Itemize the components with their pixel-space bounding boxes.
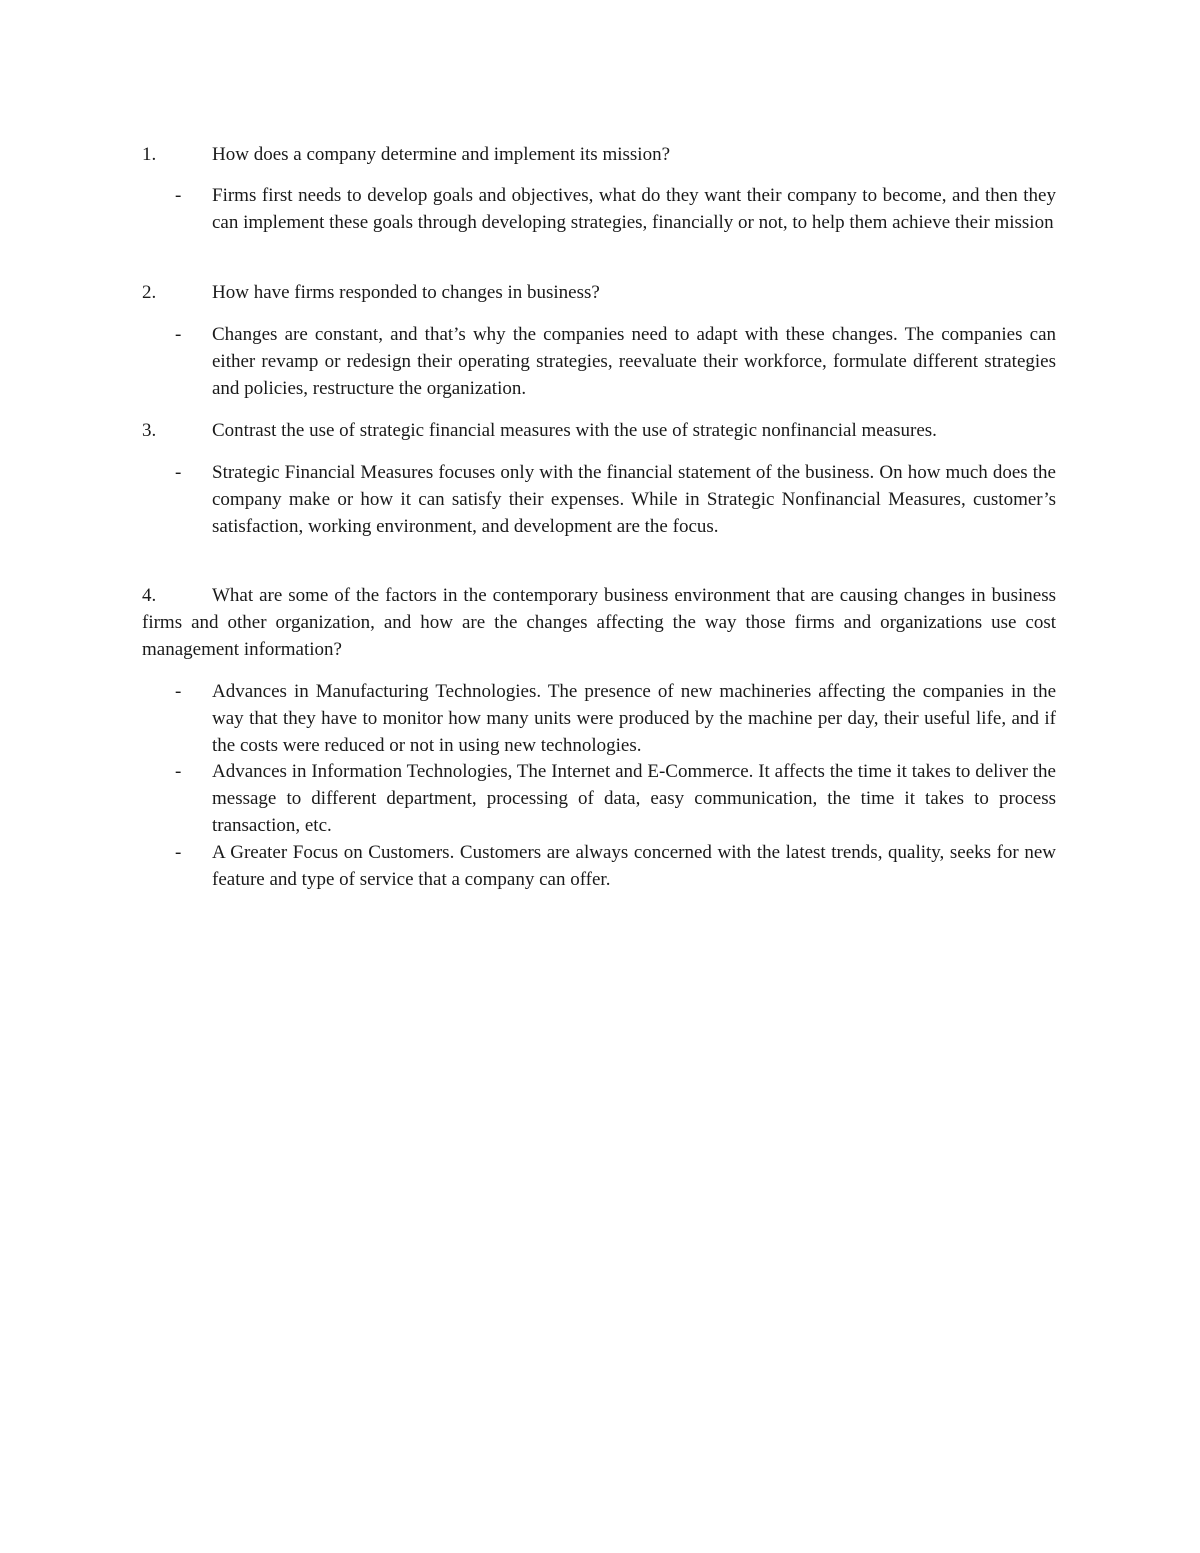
- answer-3-1-text: Strategic Financial Measures focuses only with the financial statement of the business. On how much does the company make or how it can satisfy their expenses. While in Strategic Nonfinancial Measures, customer’s satisfaction, working environment, and development are the focus.: [212, 462, 1056, 537]
- answer-list-2: [142, 322, 1056, 402]
- question-3: [142, 418, 1056, 445]
- answer-2-1-text: Changes are constant, and that’s why the companies need to adapt with these changes. The companies can either revamp or redesign their operating strategies, reevaluate their workforce, formulate different strategies and policies, restructure the organization.: [212, 324, 1056, 399]
- bullet-dash: -: [175, 462, 182, 483]
- answer-1-1-text: Firms first needs to develop goals and objectives, what do they want their company to become, and then they can implement these goals through developing strategies, financially or not, to help them achieve their mission: [212, 185, 1056, 233]
- bullet-dash: -: [175, 761, 182, 783]
- list-item: [142, 322, 1056, 402]
- question-2: [142, 280, 1056, 307]
- answer-4-2-text: Advances in Information Technologies, The Internet and E-Commerce. It affects the time it takes to deliver the message to different department, processing of data, easy communication, the time it takes to process transaction, etc.: [212, 761, 1056, 836]
- answer-4-3-text: A Greater Focus on Customers. Customers are always concerned with the latest trends, quality, seeks for new feature and type of service that a company can offer.: [212, 841, 1056, 890]
- question-1-number: 1.: [142, 144, 157, 165]
- answer-list-1: [142, 183, 1056, 237]
- bullet-dash: -: [175, 841, 182, 863]
- question-3-number: 3.: [142, 420, 157, 441]
- question-1: [142, 142, 1056, 169]
- bullet-dash: -: [175, 324, 182, 345]
- question-1-text: How does a company determine and implement its mission?: [212, 144, 671, 165]
- list-item: [142, 183, 1056, 237]
- bullet-dash: -: [175, 681, 182, 702]
- question-4: [142, 583, 1056, 663]
- bullet-dash: -: [175, 185, 182, 206]
- question-2-number: 2.: [142, 282, 157, 303]
- question-4-number: 4.: [142, 585, 157, 606]
- question-4-paragraph: [142, 583, 1056, 663]
- question-2-text: How have firms responded to changes in business?: [212, 282, 600, 303]
- answer-list-4: [142, 679, 1056, 893]
- question-3-text: Contrast the use of strategic financial measures with the use of strategic nonfinancial measures.: [212, 420, 937, 441]
- list-item: [142, 460, 1056, 540]
- list-item: [142, 679, 1056, 759]
- answer-list-3: [142, 460, 1056, 540]
- answer-4-1-text: Advances in Manufacturing Technologies. The presence of new machineries affecting the companies in the way that they have to monitor how many units were produced by the machine per day, their useful life, and if the costs were reduced or not in using new technologies.: [212, 681, 1056, 756]
- question-4-text: What are some of the factors in the contemporary business environment that are causing changes in business firms and other organization, and how are the changes affecting the way those firms and organizations use cost management information?: [142, 585, 1056, 660]
- list-item: [142, 759, 1056, 839]
- list-item: [142, 840, 1056, 894]
